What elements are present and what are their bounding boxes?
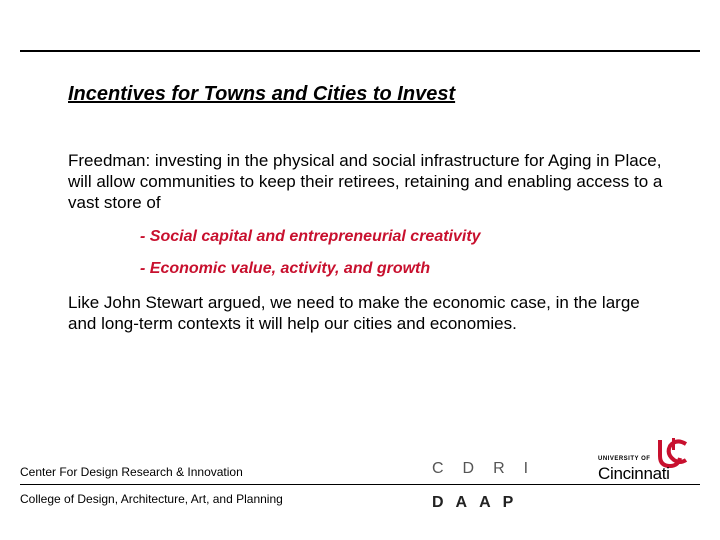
cincinnati-wordmark: Cincinnati xyxy=(598,464,670,483)
university-logo xyxy=(598,436,698,486)
top-rule xyxy=(20,50,700,52)
slide-title: Incentives for Towns and Cities to Invest xyxy=(68,83,456,105)
footer-college-name: College of Design, Architecture, Art, and Planning xyxy=(20,492,283,506)
daap-logo: DAAP xyxy=(432,494,526,511)
closing-paragraph: Like John Stewart argued, we need to make the economic case, in the large and long-term contexts it will help our cities and economies. xyxy=(68,293,640,333)
university-of-label: UNIVERSITY OF xyxy=(598,456,651,462)
bullet-economic-value: - Economic value, activity, and growth xyxy=(140,260,431,277)
cdri-logo: CDRI xyxy=(432,460,548,477)
footer-center-name: Center For Design Research & Innovation xyxy=(20,465,243,479)
intro-paragraph: Freedman: investing in the physical and social infrastructure for Aging in Place, will allow communities to keep their retirees, retaining and enabling access to a vast store of xyxy=(68,151,663,212)
bullet-social-capital: - Social capital and entrepreneurial creativity xyxy=(140,228,481,245)
